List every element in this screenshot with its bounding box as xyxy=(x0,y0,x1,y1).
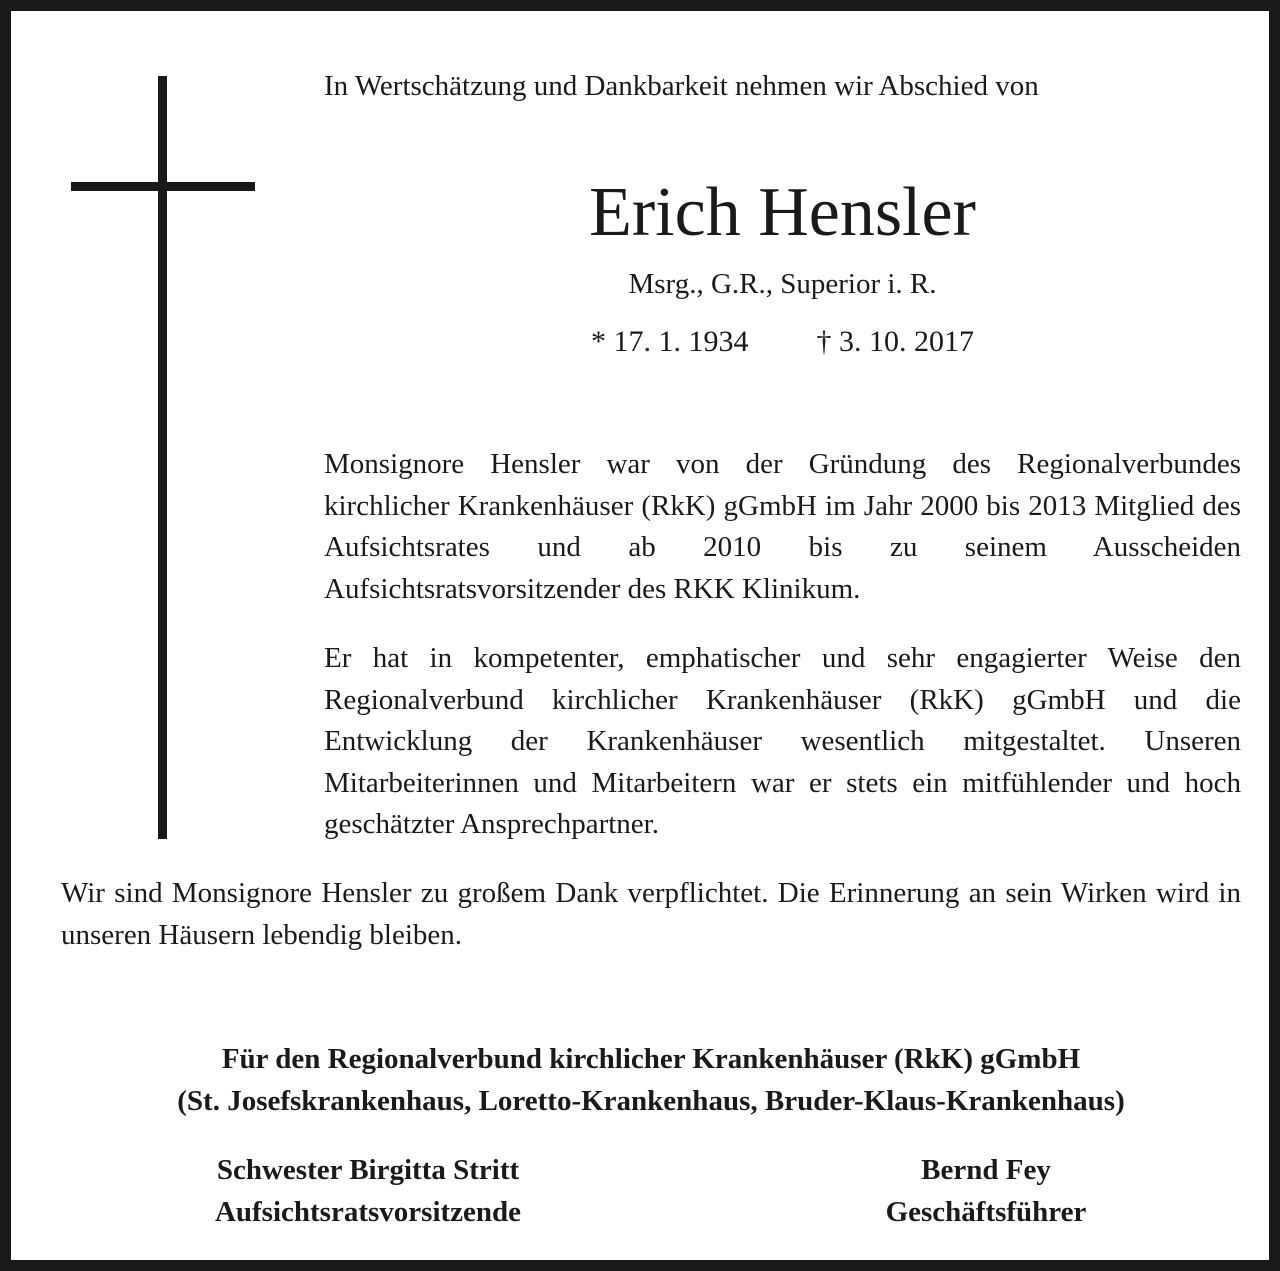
organization-name: Für den Regionalverbund kirchlicher Krankenhäuser (RkK) gGmbH xyxy=(221,1043,1081,1075)
signatory-name: Bernd Fey xyxy=(921,1154,1051,1186)
deceased-titles: Msrg., G.R., Superior i. R. xyxy=(628,268,937,300)
signatory-name: Schwester Birgitta Stritt xyxy=(216,1154,520,1186)
birth-date: * 17. 1. 1934 xyxy=(591,325,749,358)
intro-text: In Wertschätzung und Dankbarkeit nehmen wir Abschied von xyxy=(324,70,1039,102)
cross-icon-horizontal-bar xyxy=(71,182,255,191)
deceased-name: Erich Hensler xyxy=(589,174,976,251)
signatory-role: Geschäftsführer xyxy=(885,1196,1087,1228)
paragraph-gratitude: Wir sind Monsignore Hensler zu großem Dank verpflichtet. Die Erinnerung an sein Wirken wird in unseren Häusern lebendig bleiben. xyxy=(61,877,1241,951)
signatory-role: Aufsichtsratsvorsitzende xyxy=(214,1196,522,1228)
organization-hospitals: (St. Josefskrankenhaus, Loretto-Krankenhaus, Bruder-Klaus-Krankenhaus) xyxy=(177,1085,1125,1117)
life-dates xyxy=(324,321,1241,363)
organization-block xyxy=(51,1038,1251,1122)
signatory-left xyxy=(118,1149,618,1233)
paragraph-contribution: Er hat in kompetenter, emphatischer und sehr engagierter Weise den Regionalverbund kirchlicher Krankenhäuser (RkK) gGmbH und die Entwicklung der Krankenhäuser wesentlich mitgestaltet. Unseren Mitarbeiterinnen und Mitarbeitern war er stets ein mitfühlender und hoch geschätzter Ansprechpartner. xyxy=(324,642,1241,840)
paragraph-tenure: Monsignore Hensler war von der Gründung des Regionalverbundes kirchlicher Krankenhäuser (RkK) gGmbH im Jahr 2000 bis 2013 Mitglied des Aufsichtsrates und ab 2010 bis zu seinem Ausscheiden Aufsichtsratsvorsitzender des RKK Klinikum. xyxy=(324,448,1241,605)
signatory-right xyxy=(736,1149,1236,1233)
death-date: † 3. 10. 2017 xyxy=(816,325,974,358)
